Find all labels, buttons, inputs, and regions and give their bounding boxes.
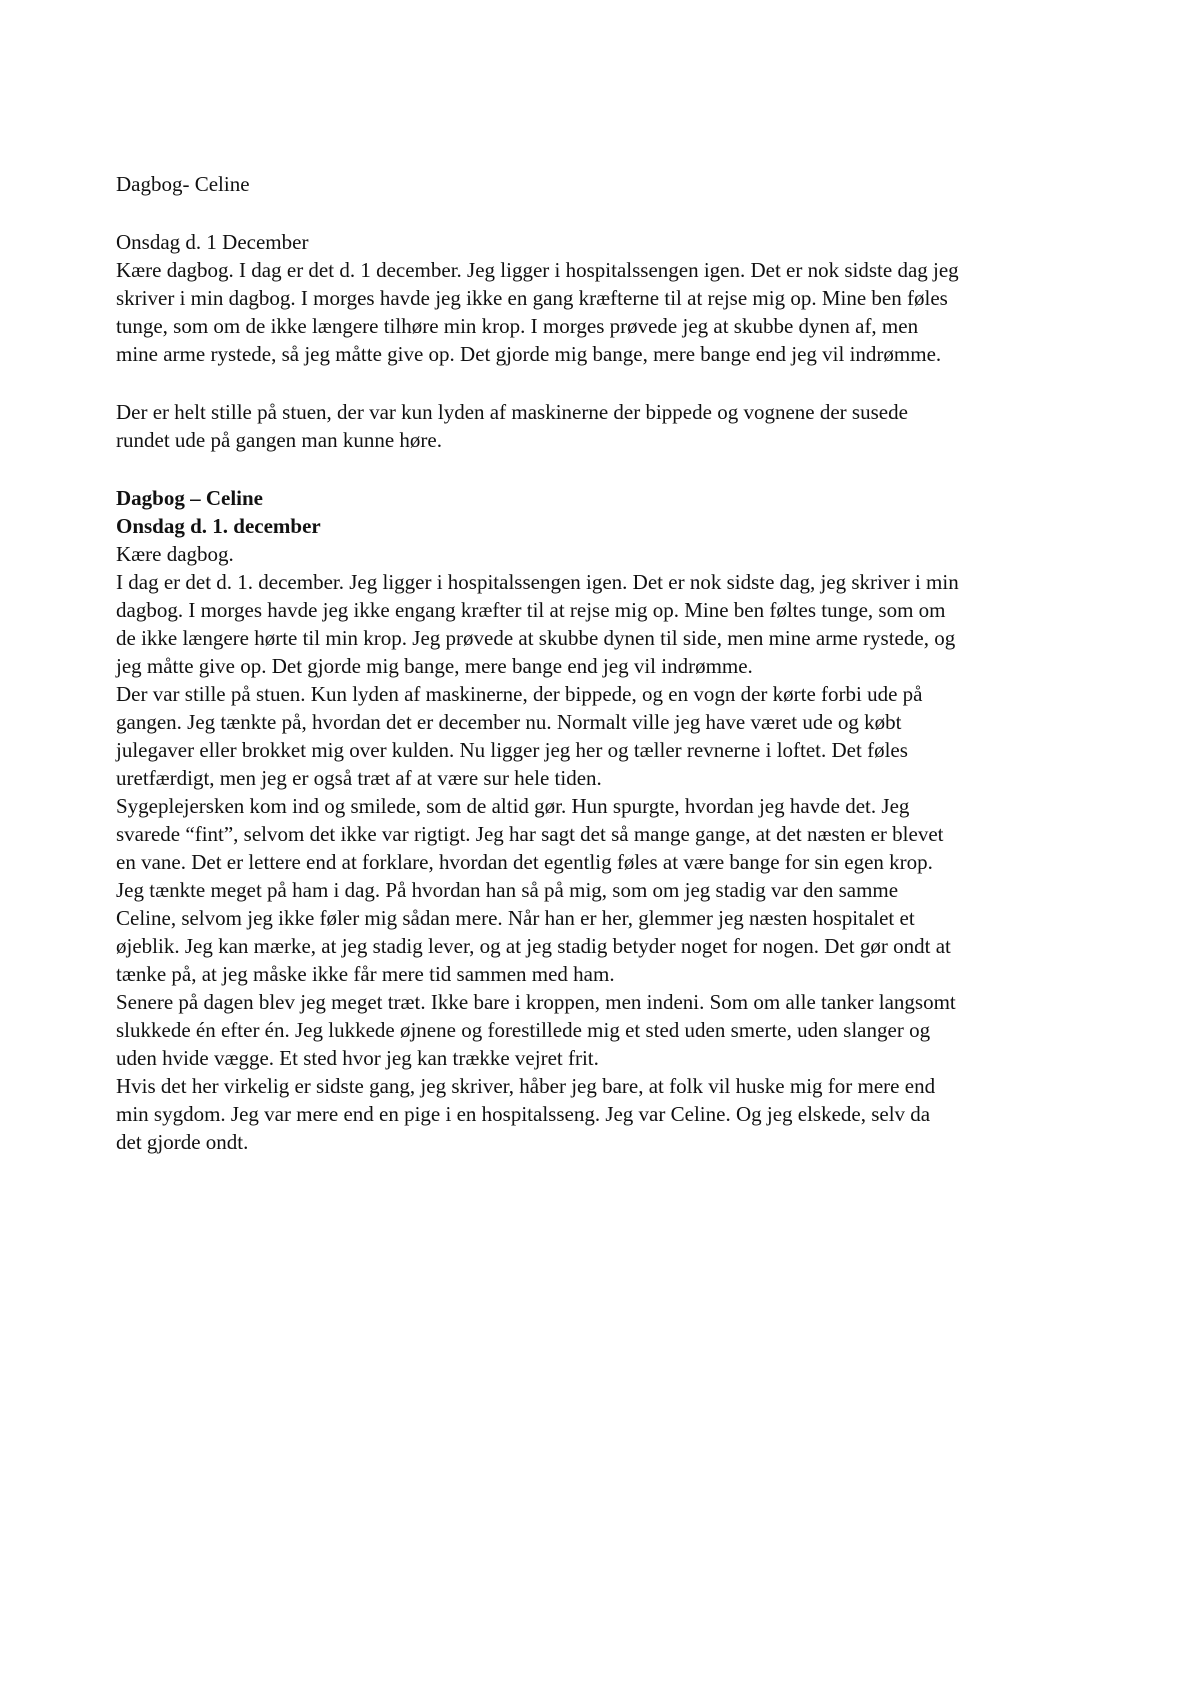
final-body-line: gangen. Jeg tænkte på, hvordan det er december nu. Normalt ville jeg have været ude og købt — [116, 710, 902, 734]
final-body-line: Jeg tænkte meget på ham i dag. På hvordan han så på mig, som om jeg stadig var den samme — [116, 878, 899, 902]
draft-paragraph-2-line: Der er helt stille på stuen, der var kun lyden af maskinerne der bippede og vognene der susede — [116, 400, 908, 424]
final-body — [116, 540, 1106, 1156]
final-body-line: I dag er det d. 1. december. Jeg ligger i hospitalssengen igen. Det er nok sidste dag, jeg skriver i min — [116, 570, 959, 594]
draft-date: Onsdag d. 1 December — [116, 230, 309, 254]
final-body-line: Kære dagbog. — [116, 542, 234, 566]
final-title: Dagbog – Celine — [116, 486, 263, 510]
final-body-line: jeg måtte give op. Det gjorde mig bange, mere bange end jeg vil indrømme. — [116, 654, 753, 678]
draft-title: Dagbog- Celine — [116, 172, 250, 196]
final-body-line: de ikke længere hørte til min krop. Jeg prøvede at skubbe dynen til side, men mine arme rystede, og — [116, 626, 956, 650]
final-body-line: Senere på dagen blev jeg meget træt. Ikke bare i kroppen, men indeni. Som om alle tanker langsomt — [116, 990, 956, 1014]
draft-paragraph-1-line: mine arme rystede, så jeg måtte give op. Det gjorde mig bange, mere bange end jeg vil indrømme. — [116, 342, 942, 366]
draft-paragraph-1-line: Kære dagbog. I dag er det d. 1 december. Jeg ligger i hospitalssengen igen. Det er nok sidste dag jeg — [116, 258, 959, 282]
final-body-line: tænke på, at jeg måske ikke får mere tid sammen med ham. — [116, 962, 615, 986]
spacer — [116, 368, 1106, 398]
final-body-line: julegaver eller brokket mig over kulden. Nu ligger jeg her og tæller revnerne i loftet. Det føles — [116, 738, 908, 762]
final-date: Onsdag d. 1. december — [116, 514, 321, 538]
final-body-line: Sygeplejersken kom ind og smilede, som de altid gør. Hun spurgte, hvordan jeg havde det. Jeg — [116, 794, 910, 818]
spacer — [116, 198, 1106, 228]
document-page — [116, 170, 1106, 1156]
final-body-line: slukkede én efter én. Jeg lukkede øjnene og forestillede mig et sted uden smerte, uden slanger og — [116, 1018, 931, 1042]
final-body-line: dagbog. I morges havde jeg ikke engang kræfter til at rejse mig op. Mine ben føltes tunge, som om — [116, 598, 946, 622]
draft-paragraph-1-line: tunge, som om de ikke længere tilhøre min krop. I morges prøvede jeg at skubbe dynen af, men — [116, 314, 919, 338]
final-body-line: en vane. Det er lettere end at forklare, hvordan det egentlig føles at være bange for sin egen krop. — [116, 850, 933, 874]
final-body-line: Celine, selvom jeg ikke føler mig sådan mere. Når han er her, glemmer jeg næsten hospitalet et — [116, 906, 915, 930]
draft-paragraph-1-line: skriver i min dagbog. I morges havde jeg ikke en gang kræfterne til at rejse mig op. Mine ben føles — [116, 286, 948, 310]
final-body-line: uretfærdigt, men jeg er også træt af at være sur hele tiden. — [116, 766, 602, 790]
final-body-line: øjeblik. Jeg kan mærke, at jeg stadig lever, og at jeg stadig betyder noget for nogen. Det gør ondt at — [116, 934, 951, 958]
draft-paragraph-2-line: rundet ude på gangen man kunne høre. — [116, 428, 442, 452]
final-body-line: svarede “fint”, selvom det ikke var rigtigt. Jeg har sagt det så mange gange, at det næsten er blevet — [116, 822, 944, 846]
final-body-line: Hvis det her virkelig er sidste gang, jeg skriver, håber jeg bare, at folk vil huske mig for mere end — [116, 1074, 936, 1098]
final-body-line: uden hvide vægge. Et sted hvor jeg kan trække vejret frit. — [116, 1046, 599, 1070]
final-body-line: det gjorde ondt. — [116, 1130, 249, 1154]
final-body-line: min sygdom. Jeg var mere end en pige i en hospitalsseng. Jeg var Celine. Og jeg elskede, selv da — [116, 1102, 931, 1126]
final-body-line: Der var stille på stuen. Kun lyden af maskinerne, der bippede, og en vogn der kørte forbi ude på — [116, 682, 923, 706]
spacer — [116, 454, 1106, 484]
